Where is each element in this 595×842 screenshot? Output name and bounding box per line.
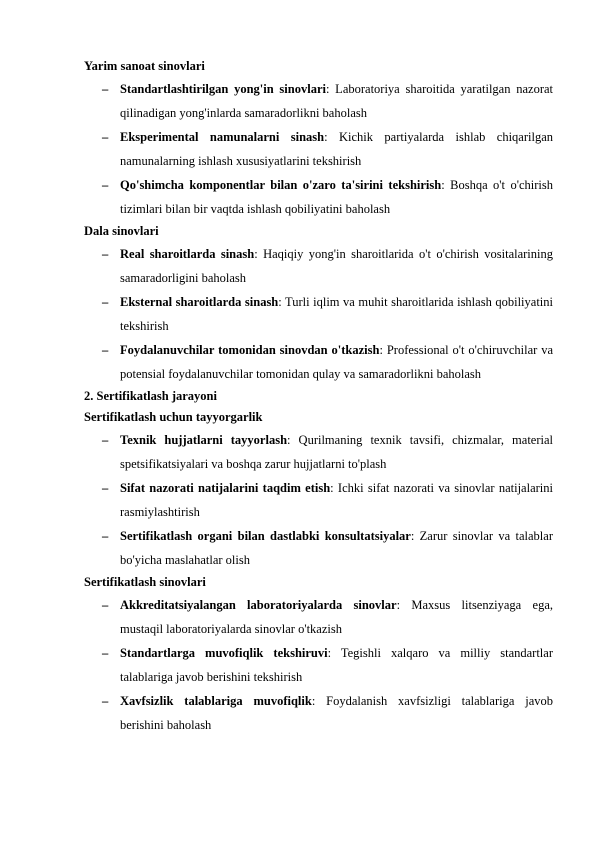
bullet-dash: – [102,529,109,543]
bullet-dash: – [102,178,109,192]
section-dala [84,221,553,386]
item-text: : Boshqa o't o'chirish tizimlari bilan bir vaqtda ishlash qobiliyatini baholash [120,178,553,216]
item-text: : Ichki sifat nazorati va sinovlar natijalarini rasmiylashtirish [120,481,553,519]
bullet-dash: – [102,130,109,144]
section-sertifikatlash-jarayoni [84,386,553,407]
section-heading: 2. Sertifikatlash jarayoni [84,389,217,403]
item-term: Eksperimental namunalarni sinash [120,130,325,144]
item-text: : Kichik partiyalarda ishlab chiqarilgan namunalarning ishlash xususiyatlarini tekshirish [120,130,553,168]
item-term: Texnik hujjatlarni tayyorlash [120,433,288,447]
bullet-dash: – [102,433,109,447]
list-item [84,338,553,386]
item-term: Sertifikatlash organi bilan dastlabki konsultatsiyalar [120,529,411,543]
item-term: Standartlashtirilgan yong'in sinovlari [120,82,326,96]
item-term: Standartlarga muvofiqlik tekshiruvi [120,646,328,660]
bullet-dash: – [102,598,109,612]
item-text: : Maxsus litsenziyaga ega, mustaqil laboratoriyalarda sinovlar o'tkazish [120,598,553,636]
item-term: Akkreditatsiyalangan laboratoriyalarda sinovlar [120,598,397,612]
list-item [84,524,553,572]
section-heading: Sertifikatlash sinovlari [84,575,206,589]
list-item [84,290,553,338]
bullet-dash: – [102,646,109,660]
list-item [84,242,553,290]
list-item [84,125,553,173]
item-text: : Turli iqlim va muhit sharoitlarida ishlash qobiliyatini tekshirish [120,295,553,333]
item-term: Real sharoitlarda sinash [120,247,255,261]
list-item [84,689,553,737]
section-sertifikatlash-sinovlari [84,572,553,737]
section-heading: Sertifikatlash uchun tayyorgarlik [84,410,263,424]
bullet-dash: – [102,295,109,309]
item-text: : Professional o't o'chiruvchilar va potensial foydalanuvchilar tomonidan qulay va samaradorlikni baholash [120,343,553,381]
bullet-dash: – [102,247,109,261]
item-text: : Zarur sinovlar va talablar bo'yicha maslahatlar olish [120,529,553,567]
document-page [84,56,553,737]
list-item [84,593,553,641]
bullet-dash: – [102,694,109,708]
item-text: : Qurilmaning texnik tavsifi, chizmalar, material spetsifikatsiyalari va boshqa zarur hujjatlarni to'plash [120,433,554,471]
section-heading: Yarim sanoat sinovlari [84,59,205,73]
list-item [84,77,553,125]
list-item [84,428,553,476]
list-item [84,173,553,221]
item-term: Sifat nazorati natijalarini taqdim etish [120,481,331,495]
item-term: Eksternal sharoitlarda sinash [120,295,279,309]
bullet-dash: – [102,481,109,495]
item-text: : Haqiqiy yong'in sharoitlarida o't o'chirish vositalarining samaradorligini baholash [120,247,554,285]
item-text: : Laboratoriya sharoitida yaratilgan nazorat qilinadigan yong'inlarda samaradorlikni baholash [120,82,553,120]
item-term: Foydalanuvchilar tomonidan sinovdan o'tkazish [120,343,380,357]
item-term: Qo'shimcha komponentlar bilan o'zaro ta'sirini tekshirish [120,178,442,192]
list-item [84,641,553,689]
item-term: Xavfsizlik talablariga muvofiqlik [120,694,312,708]
section-tayyorgarlik [84,407,553,572]
bullet-dash: – [102,82,109,96]
section-heading: Dala sinovlari [84,224,159,238]
list-item [84,476,553,524]
item-text: : Tegishli xalqaro va milliy standartlar talablariga javob berishini tekshirish [120,646,553,684]
item-text: : Foydalanish xavfsizligi talablariga javob berishini baholash [120,694,553,732]
bullet-dash: – [102,343,109,357]
section-yarim-sanoat [84,56,553,221]
